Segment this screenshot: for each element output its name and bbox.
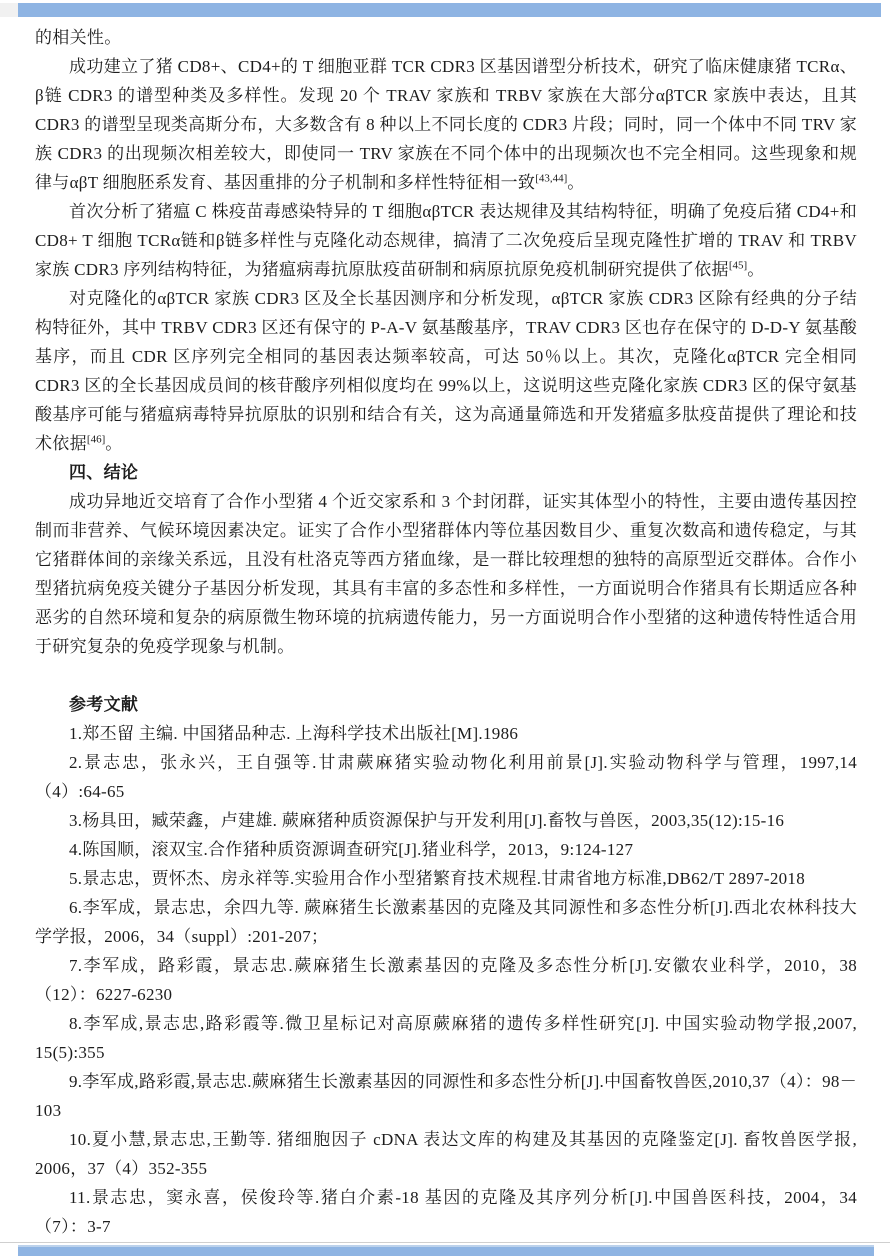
reference-item: 6.李军成，景志忠，余四九等. 蕨麻猪生长激素基因的克隆及其同源性和多态性分析[J].西北农林科技大学学报，2006，34（suppl）:201-207； (35, 898, 857, 946)
page-bottom-divider (0, 1242, 890, 1243)
paragraph-tail: 。 (105, 434, 123, 453)
reference-item: 7.李军成，路彩霞，景志忠.蕨麻猪生长激素基因的克隆及多态性分析[J].安徽农业科学，2010，38（12）：6227-6230 (35, 956, 857, 1004)
citation-superscript: [43,44] (535, 172, 568, 185)
paragraph-cdr3-sequencing (35, 284, 857, 458)
page-break-shading-bottom (18, 1245, 874, 1256)
continuation-line: 的相关性。 (35, 28, 122, 47)
reference-item: 1.郑丕留 主编. 中国猪品种志. 上海科学技术出版社[M].1986 (69, 724, 519, 743)
reference-item: 2.景志忠，张永兴，王自强等.甘肃蕨麻猪实验动物化利用前景[J].实验动物科学与管理，1997,14（4）:64-65 (35, 753, 857, 801)
reference-item: 8.李军成,景志忠,路彩霞等.微卫星标记对高原蕨麻猪的遗传多样性研究[J]. 中国实验动物学报,2007, 15(5):355 (35, 1014, 857, 1062)
paragraph-text: 对克隆化的αβTCR 家族 CDR3 区及全长基因测序和分析发现，αβTCR 家族 CDR3 区除有经典的分子结构特征外，其中 TRBV CDR3 区还有保守的 P-A-V 氨基酸基序，TRAV CDR3 区也存在保守的 D-D-Y 氨基酸基序，而且 CDR 区序列完全相同的基因表达频率较高，可达 50％以上。其次，克隆化αβTCR 完全相同 CDR3 区的全长基因成员间的核苷酸序列相似度均在 99%以上，这说明这些克隆化家族 CDR3 区的保守氨基酸基序可能与猪瘟病毒特异抗原肽的识别和结合有关，这为高通量筛选和开发猪瘟多肽疫苗提供了理论和技术依据 (35, 289, 857, 453)
reference-item: 5.景志忠，贾怀杰、房永祥等.实验用合作小型猪繁育技术规程.甘肃省地方标准,DB62/T 2897-2018 (69, 869, 806, 888)
paragraph-tail: 。 (567, 173, 585, 192)
reference-item: 10.夏小慧,景志忠,王勤等. 猪细胞因子 cDNA 表达文库的构建及其基因的克隆鉴定[J]. 畜牧兽医学报, 2006，37（4）352-355 (35, 1130, 857, 1178)
reference-item: 11.景志忠，窦永喜，侯俊玲等.猪白介素-18 基因的克隆及其序列分析[J].中国兽医科技，2004，34（7）：3-7 (35, 1188, 857, 1236)
paragraph-text: 首次分析了猪瘟 C 株疫苗毒感染特异的 T 细胞αβTCR 表达规律及其结构特征，明确了免疫后猪 CD4+和 CD8+ T 细胞 TCRα链和β链多样性与克隆化动态规律，搞清了二次免疫后呈现克隆性扩增的 TRAV 和 TRBV 家族 CDR3 序列结构特征，为猪瘟病毒抗原肽疫苗研制和病原抗原免疫机制研究提供了依据 (35, 202, 857, 279)
paragraph-conclusion: 成功异地近交培育了合作小型猪 4 个近交家系和 3 个封闭群，证实其体型小的特性，主要由遗传基因控制而非营养、气候环境因素决定。证实了合作小型猪群体内等位基因数目少、重复次数高和遗传稳定，与其它猪群体间的亲缘关系远，且没有杜洛克等西方猪血缘，是一群比较理想的独特的高原型近交群体。合作小型猪抗病免疫关键分子基因分析发现，其具有丰富的多态性和多样性，一方面说明合作猪具有长期适应各种恶劣的自然环境和复杂的病原微生物环境的抗病遗传能力，另一方面说明合作小型猪的这种遗传特性适合用于研究复杂的免疫学现象与机制。 (35, 492, 857, 656)
references-list (35, 719, 857, 1239)
paragraph-tail: 。 (747, 260, 765, 279)
document-body (35, 23, 857, 1239)
conclusion-heading: 四、结论 (69, 463, 139, 482)
paragraph-tcr-profiling (35, 52, 857, 197)
reference-item: 9.李军成,路彩霞,景志忠.蕨麻猪生长激素基因的同源性和多态性分析[J].中国畜牧兽医,2010,37（4）：98－103 (35, 1072, 857, 1120)
page-break-shading-top (18, 3, 881, 17)
paragraph-text: 成功建立了猪 CD8+、CD4+的 T 细胞亚群 TCR CDR3 区基因谱型分析技术，研究了临床健康猪 TCRα、β链 CDR3 的谱型种类及多样性。发现 20 个 TRAV 家族和 TRBV 家族在大部分αβTCR 家族中表达，且其 CDR3 的谱型呈现类高斯分布，大多数含有 8 种以上不同长度的 CDR3 片段；同时，同一个体中不同 TRV 家族 CDR3 的出现频次相差较大，即使同一 TRV 家族在不同个体中的出现频次也不完全相同。这些现象和规律与αβT 细胞胚系发育、基因重排的分子机制和多样性特征相一致 (35, 57, 857, 192)
reference-item: 3.杨具田，臧荣鑫，卢建雄. 蕨麻猪种质资源保护与开发利用[J].畜牧与兽医，2003,35(12):15-16 (69, 811, 785, 830)
references-heading: 参考文献 (69, 695, 139, 714)
paragraph-csfv-tcell (35, 197, 857, 284)
citation-superscript: [46] (86, 433, 106, 446)
page-margin-corner (0, 3, 18, 17)
reference-item: 4.陈国顺，滚双宝.合作猪种质资源调查研究[J].猪业科学，2013，9:124-127 (69, 840, 634, 859)
citation-superscript: [45] (728, 259, 748, 272)
